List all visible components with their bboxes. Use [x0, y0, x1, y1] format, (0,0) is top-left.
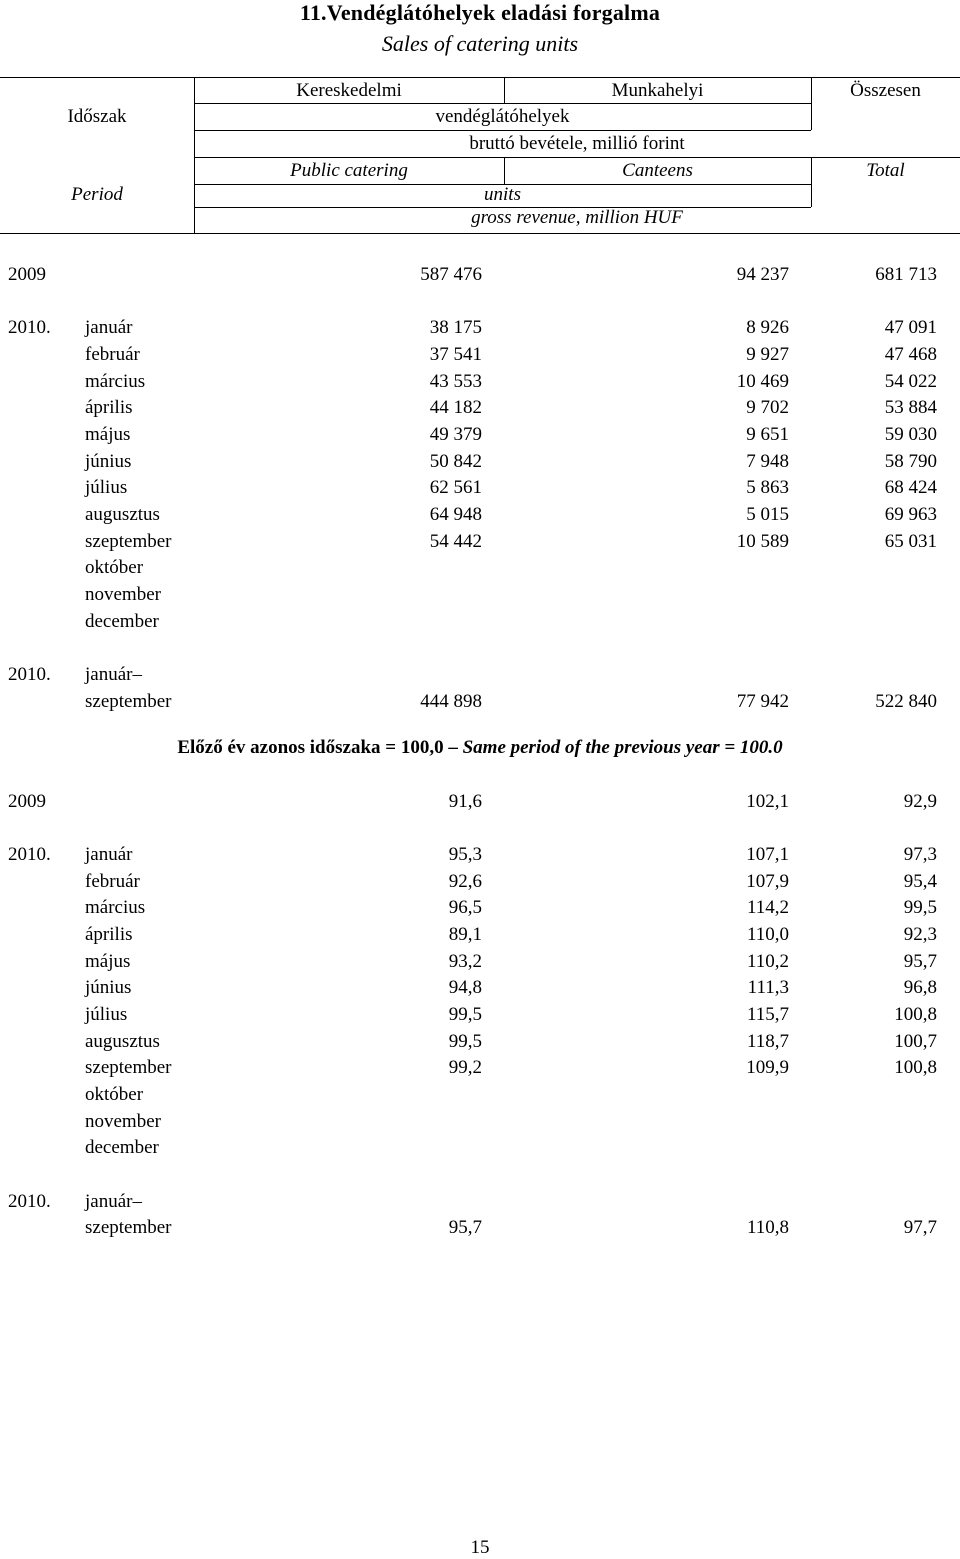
row-public-catering: 54 442: [429, 531, 482, 552]
row-public-catering: 94,8: [448, 977, 482, 998]
row-canteens: 110,2: [746, 951, 789, 972]
col2-header-en: Canteens: [622, 160, 693, 181]
row-public-catering: 444 898: [420, 691, 482, 712]
row-month: július: [85, 1004, 128, 1025]
row-total: 95,7: [903, 951, 937, 972]
row-year: 2010.: [8, 1191, 51, 1212]
row-month: szeptember: [85, 1057, 172, 1078]
row-year: 2010.: [8, 317, 51, 338]
table-row: [0, 951, 960, 977]
row-month: április: [85, 397, 133, 418]
row-month: szeptember: [85, 691, 172, 712]
row-public-catering: 93,2: [448, 951, 482, 972]
table-row: [0, 977, 960, 1003]
row-canteens: 110,8: [746, 1217, 789, 1238]
row-total: 47 091: [884, 317, 937, 338]
row-month: december: [85, 611, 159, 632]
table-row: [0, 1217, 960, 1243]
row-canteens: 94 237: [736, 264, 789, 285]
row-public-catering: 44 182: [429, 397, 482, 418]
row-canteens: 110,0: [746, 924, 789, 945]
row-public-catering: 89,1: [448, 924, 482, 945]
page-subtitle: Sales of catering units: [381, 31, 579, 56]
table-row: [0, 317, 960, 343]
row-public-catering: 50 842: [429, 451, 482, 472]
row-canteens: 9 651: [746, 424, 789, 445]
row-canteens: 77 942: [736, 691, 789, 712]
row-month: szeptember: [85, 531, 172, 552]
row-month: november: [85, 1111, 161, 1132]
row-month: május: [85, 424, 131, 445]
period-header-en: Period: [71, 184, 123, 205]
row-total: 59 030: [884, 424, 937, 445]
row-year: 2010.: [8, 664, 51, 685]
table-row: [0, 397, 960, 423]
row-public-catering: 95,7: [448, 1217, 482, 1238]
row-total: 100,8: [894, 1057, 937, 1078]
row-month: március: [85, 371, 146, 392]
col1-header-hu: Kereskedelmi: [296, 80, 402, 101]
row-public-catering: 99,2: [448, 1057, 482, 1078]
row-total: 100,7: [894, 1031, 937, 1052]
row-public-catering: 49 379: [429, 424, 482, 445]
row-canteens: 5 863: [746, 477, 789, 498]
row-total: 92,3: [903, 924, 937, 945]
row-canteens: 10 469: [736, 371, 789, 392]
row-canteens: 118,7: [746, 1031, 789, 1052]
table-row: [0, 584, 960, 610]
row-month: július: [85, 477, 128, 498]
table-row: [0, 897, 960, 923]
row-public-catering: 95,3: [448, 844, 482, 865]
row-public-catering: 99,5: [448, 1004, 482, 1025]
row-canteens: 9 927: [746, 344, 789, 365]
row-month: augusztus: [85, 1031, 160, 1052]
row-total: 97,7: [903, 1217, 937, 1238]
table-row: [0, 871, 960, 897]
table-row: [0, 1084, 960, 1110]
table-row: [0, 424, 960, 450]
row-month: február: [85, 344, 140, 365]
table-row: [0, 451, 960, 477]
col3-header-hu: Összesen: [850, 80, 921, 101]
row-total: 100,8: [894, 1004, 937, 1025]
row-public-catering: 91,6: [448, 791, 482, 812]
row-year: 2010.: [8, 844, 51, 865]
row-canteens: 107,1: [746, 844, 789, 865]
table-row: [0, 664, 960, 690]
row-month: március: [85, 897, 146, 918]
row-total: 96,8: [903, 977, 937, 998]
row-month: szeptember: [85, 1217, 172, 1238]
row-month: október: [85, 1084, 144, 1105]
row-canteens: 7 948: [746, 451, 789, 472]
period-header-hu: Időszak: [67, 106, 127, 127]
col3-header-en: Total: [866, 160, 905, 181]
units-header-en: units: [484, 184, 521, 205]
table-row: [0, 791, 960, 817]
row-total: 54 022: [884, 371, 937, 392]
row-canteens: 102,1: [746, 791, 789, 812]
table-row: [0, 691, 960, 717]
table-row: [0, 1191, 960, 1217]
row-total: 681 713: [875, 264, 937, 285]
row-month: február: [85, 871, 140, 892]
table-row: [0, 611, 960, 637]
row-total: 65 031: [884, 531, 937, 552]
row-year: 2009: [8, 264, 46, 285]
table-row: [0, 1111, 960, 1137]
row-public-catering: 62 561: [429, 477, 482, 498]
row-total: 522 840: [875, 691, 937, 712]
row-month: november: [85, 584, 161, 605]
row-canteens: 111,3: [747, 977, 789, 998]
row-canteens: 5 015: [746, 504, 789, 525]
header-language-divider: [194, 157, 960, 158]
row-canteens: 107,9: [746, 871, 789, 892]
row-total: 69 963: [884, 504, 937, 525]
revenue-header-hu: bruttó bevétele, millió forint: [469, 133, 685, 154]
row-year: 2009: [8, 791, 46, 812]
table-row: [0, 264, 960, 290]
row-month: augusztus: [85, 504, 160, 525]
page-title: 11.Vendéglátóhelyek eladási forgalma: [299, 0, 661, 25]
units-header-hu: vendéglátóhelyek: [435, 106, 570, 127]
index-note-hu: Előző év azonos időszaka = 100,0 –: [177, 737, 458, 758]
row-total: 47 468: [884, 344, 937, 365]
row-total: 58 790: [884, 451, 937, 472]
table-row: [0, 1031, 960, 1057]
table-row: [0, 1004, 960, 1030]
table-row: [0, 1137, 960, 1163]
row-public-catering: 37 541: [429, 344, 482, 365]
row-month: január: [85, 844, 133, 865]
row-month: május: [85, 951, 131, 972]
row-public-catering: 92,6: [448, 871, 482, 892]
row-public-catering: 64 948: [429, 504, 482, 525]
table-row: [0, 531, 960, 557]
index-note: [0, 737, 960, 759]
table-row: [0, 557, 960, 583]
row-public-catering: 587 476: [420, 264, 482, 285]
row-total: 92,9: [903, 791, 937, 812]
table-row: [0, 924, 960, 950]
row-total: 68 424: [884, 477, 937, 498]
row-public-catering: 43 553: [429, 371, 482, 392]
row-public-catering: 38 175: [429, 317, 482, 338]
row-month: január–: [85, 664, 142, 685]
revenue-header-en: gross revenue, million HUF: [471, 207, 683, 228]
col2-header-hu: Munkahelyi: [611, 80, 704, 101]
row-month: április: [85, 924, 133, 945]
page-number: 15: [470, 1537, 490, 1558]
row-canteens: 109,9: [746, 1057, 789, 1078]
row-month: október: [85, 557, 144, 578]
table-row: [0, 371, 960, 397]
row-month: január: [85, 317, 133, 338]
row-month: június: [85, 977, 132, 998]
row-canteens: 10 589: [736, 531, 789, 552]
header-bottom-border: [0, 233, 960, 234]
row-month: január–: [85, 1191, 142, 1212]
units-hu-bottom-border: [194, 130, 811, 131]
row-canteens: 8 926: [746, 317, 789, 338]
col1-header-en: Public catering: [290, 160, 408, 181]
row-canteens: 115,7: [746, 1004, 789, 1025]
row-public-catering: 96,5: [448, 897, 482, 918]
row-public-catering: 99,5: [448, 1031, 482, 1052]
row-total: 53 884: [884, 397, 937, 418]
index-note-en: Same period of the previous year = 100.0: [462, 737, 783, 758]
table-row: [0, 844, 960, 870]
row-month: június: [85, 451, 132, 472]
table-row: [0, 504, 960, 530]
row-month: december: [85, 1137, 159, 1158]
table-row: [0, 1057, 960, 1083]
row-total: 99,5: [903, 897, 937, 918]
row-total: 97,3: [903, 844, 937, 865]
row-total: 95,4: [903, 871, 937, 892]
table-row: [0, 477, 960, 503]
row-canteens: 114,2: [746, 897, 789, 918]
table-row: [0, 344, 960, 370]
header-top-border: [0, 77, 960, 78]
units-hu-top-border: [194, 103, 811, 104]
row-canteens: 9 702: [746, 397, 789, 418]
